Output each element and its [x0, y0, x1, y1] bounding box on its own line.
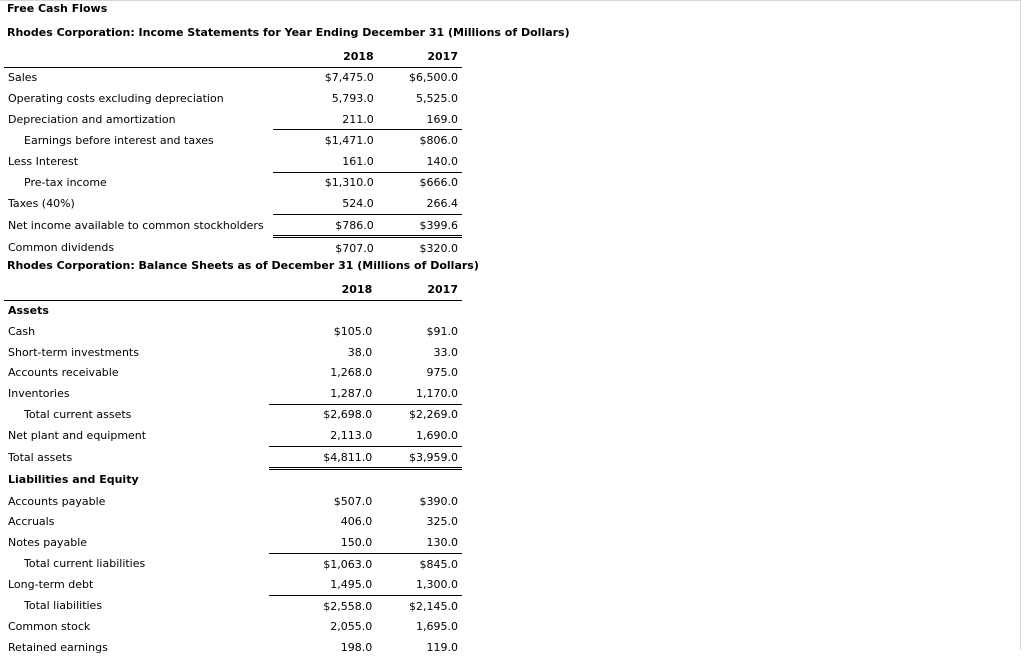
row-label: Cash	[8, 324, 36, 338]
value-2018: 1,495.0	[269, 574, 376, 595]
income-row-sales	[4, 67, 462, 88]
row-label: Net plant and equipment	[8, 429, 147, 443]
value-2018: 1,268.0	[330, 366, 373, 380]
row-label: Operating costs excluding depreciation	[8, 91, 224, 105]
value-2018: $4,811.0	[269, 446, 376, 469]
value-2017: $845.0	[419, 557, 458, 571]
row-label: Accruals	[8, 515, 55, 529]
liab-row-total-current-liabilities	[4, 553, 462, 574]
row-label: Sales	[8, 71, 38, 85]
asset-row-short-term-investments	[4, 342, 462, 363]
value-2018: $1,063.0	[323, 557, 373, 571]
value-2017: $806.0	[419, 134, 458, 148]
liab-row-accounts-payable	[4, 491, 462, 512]
value-2018: 406.0	[340, 515, 373, 529]
row-label: Less Interest	[8, 155, 79, 169]
value-2017: $91.0	[426, 324, 458, 338]
value-2017: 1,690.0	[376, 425, 462, 446]
value-2017: 975.0	[426, 366, 458, 380]
income-row-interest	[4, 151, 462, 172]
row-label: Common stock	[8, 620, 91, 634]
value-2018: 150.0	[269, 532, 376, 553]
balance-sheet-table	[4, 279, 462, 658]
row-label: Total current assets	[24, 408, 132, 422]
row-label: Accounts receivable	[8, 366, 119, 380]
row-label: Notes payable	[8, 536, 88, 550]
value-2018: 38.0	[347, 345, 373, 359]
income-row-pretax	[4, 172, 462, 193]
liabilities-heading-row	[4, 469, 462, 491]
liab-row-notes-payable	[4, 532, 462, 553]
row-label: Retained earnings	[8, 640, 108, 654]
value-2018: $2,558.0	[323, 599, 373, 613]
asset-row-net-plant	[4, 425, 462, 446]
balance-header-row	[4, 279, 462, 300]
value-2018: 161.0	[273, 151, 378, 172]
asset-row-inventories	[4, 383, 462, 404]
balance-sheet-title: Rhodes Corporation: Balance Sheets as of December 31 (Millions of Dollars)	[7, 259, 479, 272]
value-2017: 130.0	[376, 532, 462, 553]
asset-row-total-current-assets	[4, 404, 462, 425]
row-label: Accounts payable	[8, 494, 106, 508]
row-label: Common dividends	[8, 241, 115, 255]
row-label: Taxes (40%)	[8, 197, 75, 211]
asset-row-total-assets	[4, 446, 462, 469]
value-2017: $320.0	[419, 242, 458, 256]
value-2017: $390.0	[419, 494, 458, 508]
value-2018: $507.0	[333, 494, 373, 508]
row-label: Short-term investments	[8, 345, 139, 359]
liab-row-accruals	[4, 512, 462, 533]
value-2017: 169.0	[378, 109, 462, 130]
value-2018: 1,287.0	[269, 383, 376, 404]
balance-year-2018: 2018	[269, 279, 376, 300]
value-2017: 119.0	[426, 640, 458, 654]
value-2017: 140.0	[378, 151, 462, 172]
value-2018: 5,793.0	[331, 91, 374, 105]
value-2017: 325.0	[426, 515, 458, 529]
income-statement-title: Rhodes Corporation: Income Statements for Year Ending December 31 (Millions of Dollars)	[7, 26, 570, 39]
value-2018: 211.0	[273, 109, 378, 130]
asset-row-accounts-receivable	[4, 362, 462, 383]
value-2017: $666.0	[419, 176, 458, 190]
page-title: Free Cash Flows	[7, 2, 108, 15]
value-2017: $6,500.0	[409, 71, 458, 85]
value-2018: $786.0	[273, 214, 378, 237]
value-2018: $707.0	[335, 242, 374, 256]
liab-row-long-term-debt	[4, 574, 462, 595]
income-row-operating-costs	[4, 88, 462, 109]
liab-row-total-liabilities	[4, 595, 462, 616]
income-row-ebit	[4, 130, 462, 151]
value-2017: 1,695.0	[416, 620, 458, 634]
value-2018: $1,471.0	[324, 134, 374, 148]
value-2017: 1,170.0	[376, 383, 462, 404]
balance-year-2017: 2017	[376, 279, 462, 300]
value-2018: 2,055.0	[330, 620, 373, 634]
income-statement-table	[4, 46, 462, 259]
income-header-row	[4, 46, 462, 67]
row-label: Total current liabilities	[24, 557, 146, 571]
liabilities-heading: Liabilities and Equity	[8, 473, 139, 487]
value-2017: 5,525.0	[416, 91, 458, 105]
income-year-2017: 2017	[378, 46, 462, 67]
value-2018: $2,698.0	[323, 408, 373, 422]
assets-heading: Assets	[8, 304, 49, 318]
income-row-dividends	[4, 237, 462, 259]
value-2018: 2,113.0	[269, 425, 376, 446]
value-2017: $399.6	[378, 214, 462, 237]
value-2018: $1,310.0	[324, 176, 374, 190]
income-row-net-income	[4, 214, 462, 237]
income-row-depreciation	[4, 109, 462, 130]
row-label: Net income available to common stockholders	[8, 219, 264, 233]
row-label: Earnings before interest and taxes	[24, 133, 214, 147]
value-2017: 33.0	[433, 345, 458, 359]
equity-row-retained-earnings	[4, 637, 462, 658]
row-label: Total liabilities	[24, 599, 103, 613]
value-2017: $2,269.0	[409, 408, 458, 422]
value-2017: 1,300.0	[376, 574, 462, 595]
assets-heading-row	[4, 300, 462, 321]
value-2018: 198.0	[340, 640, 373, 654]
value-2017: $3,959.0	[376, 446, 462, 469]
asset-row-cash	[4, 321, 462, 342]
row-label: Long-term debt	[8, 578, 94, 592]
value-2017: $2,145.0	[409, 599, 458, 613]
value-2018: $7,475.0	[324, 71, 374, 85]
value-2017: 266.4	[378, 193, 462, 214]
row-label: Total assets	[8, 451, 73, 465]
income-row-taxes	[4, 193, 462, 214]
row-label: Inventories	[8, 387, 70, 401]
row-label: Pre-tax income	[24, 176, 107, 190]
income-year-2018: 2018	[273, 46, 378, 67]
equity-row-common-stock	[4, 617, 462, 638]
value-2018: $105.0	[333, 324, 373, 338]
row-label: Depreciation and amortization	[8, 112, 176, 126]
value-2018: 524.0	[273, 193, 378, 214]
